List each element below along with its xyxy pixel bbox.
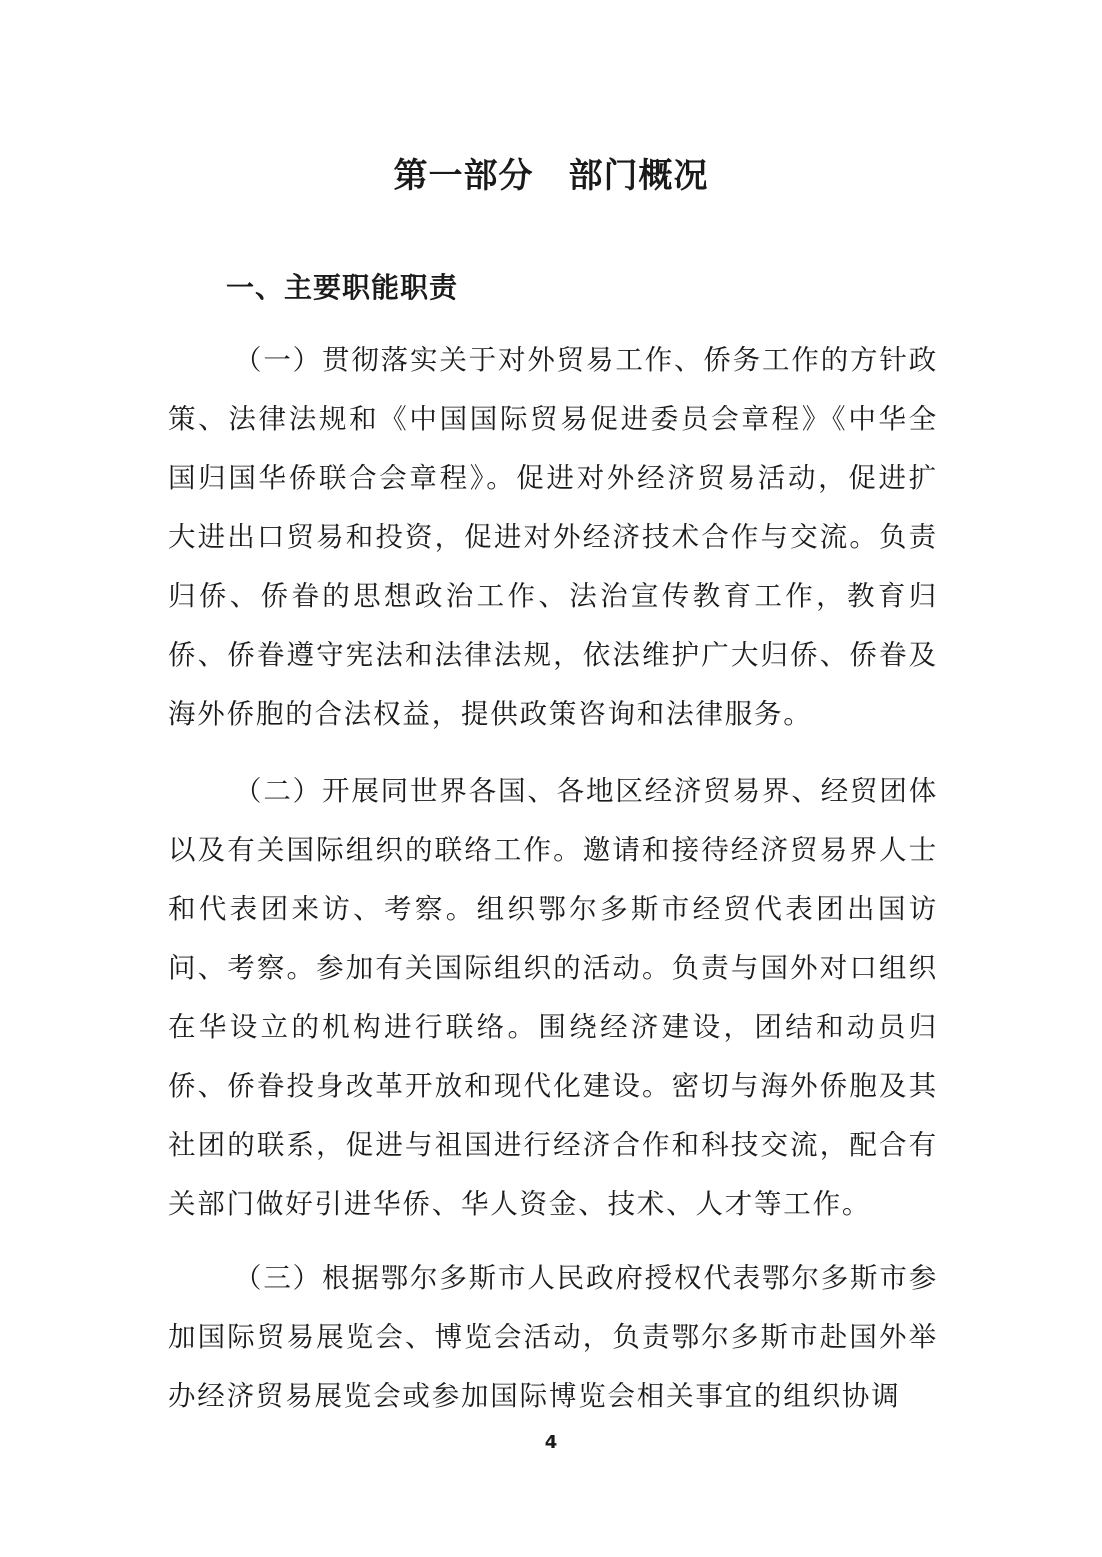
paragraph-1: （一）贯彻落实关于对外贸易工作、侨务工作的方针政策、法律法规和《中国国际贸易促进委员会章程》《中华全国归国华侨联合会章程》。促进对外经济贸易活动，促进扩大进出口贸易和投资，促进对外经济技术合作与交流。负责归侨、侨眷的思想政治工作、法治宣传教育工作，教育归侨、侨眷遵守宪法和法律法规，依法维护广大归侨、侨眷及海外侨胞的合法权益，提供政策咨询和法律服务。 <box>168 344 938 730</box>
page-number: 4 <box>544 1432 558 1453</box>
page-title: 第一部分 部门概况 <box>393 156 709 196</box>
paragraph-2: （二）开展同世界各国、各地区经济贸易界、经贸团体以及有关国际组织的联络工作。邀请和接待经济贸易界人士和代表团来访、考察。组织鄂尔多斯市经贸代表团出国访问、考察。参加有关国际组织的活动。负责与国外对口组织在华设立的机构进行联络。围绕经济建设，团结和动员归侨、侨眷投身改革开放和现代化建设。密切与海外侨胞及其社团的联系，促进与祖国进行经济合作和科技交流，配合有关部门做好引进华侨、华人资金、技术、人才等工作。 <box>168 775 938 1220</box>
paragraph-3: （三）根据鄂尔多斯市人民政府授权代表鄂尔多斯市参加国际贸易展览会、博览会活动，负责鄂尔多斯市赴国外举办经济贸易展览会或参加国际博览会相关事宜的组织协调 <box>168 1262 938 1412</box>
section-heading: 一、主要职能职责 <box>226 271 459 304</box>
